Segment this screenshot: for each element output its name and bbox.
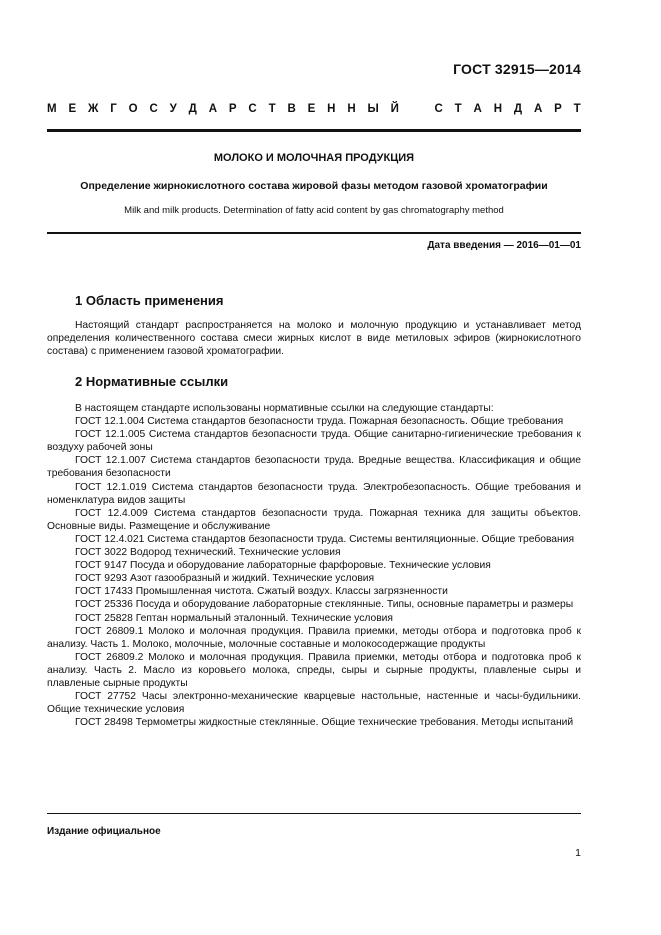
- banner-letter: Ж: [87, 103, 99, 115]
- banner-letter: Н: [327, 103, 336, 115]
- banner-letter: Ы: [367, 103, 379, 115]
- banner-letter: А: [533, 103, 543, 115]
- reference-item: ГОСТ 25828 Гептан нормальный эталонный. Технические условия: [75, 612, 393, 624]
- banner-letter: Й: [390, 103, 399, 115]
- reference-item: ГОСТ 9147 Посуда и оборудование лабораторные фарфоровые. Технические условия: [75, 560, 491, 572]
- banner-letter: С: [434, 103, 443, 115]
- banner-letter: Р: [228, 103, 237, 115]
- banner-letter: Е: [307, 103, 316, 115]
- normative-references-list: [47, 402, 581, 729]
- reference-item: ГОСТ 28498 Термометры жидкостные стеклянные. Общие технические требования. Методы испытаний: [75, 717, 574, 729]
- reference-item: ГОСТ 12.1.019 Система стандартов безопасности труда. Электробезопасность. Общие требования и номенклатура видов защиты: [47, 481, 581, 506]
- banner-letter: М: [47, 103, 57, 115]
- banner-letter: С: [149, 103, 158, 115]
- banner-letter: Н: [493, 103, 503, 115]
- introduction-date: Дата введения — 2016—01—01: [427, 240, 581, 251]
- interstate-standard-banner: [47, 103, 581, 115]
- reference-item: ГОСТ 12.4.021 Система стандартов безопасности труда. Системы вентиляционные. Общие требования: [75, 533, 575, 545]
- paragraph: В настоящем стандарте использованы нормативные ссылки на следующие стандарты:: [75, 403, 494, 414]
- page-number: 1: [575, 847, 581, 859]
- document-subtitle: Определение жирнокислотного состава жировой фазы методом газовой хроматографии: [80, 180, 548, 192]
- reference-item: ГОСТ 12.1.004 Система стандартов безопасности труда. Пожарная безопасность. Общие требования: [75, 416, 564, 428]
- banner-letter: В: [287, 103, 296, 115]
- title-divider: [47, 232, 581, 234]
- banner-letter: А: [473, 103, 482, 115]
- reference-item: ГОСТ 12.4.009 Система стандартов безопасности труда. Пожарная техника для защиты объектов. Основные виды. Размещение и обслуживание: [47, 507, 581, 532]
- reference-item: ГОСТ 26809.1 Молоко и молочная продукция. Правила приемки, методы отбора и подготовка проб к анализу. Часть 1. Молоко, молочные, молочные составные и молокосодержащие продукты: [47, 625, 581, 650]
- banner-letter: Д: [188, 103, 197, 115]
- gost-code: ГОСТ 32915—2014: [453, 61, 581, 77]
- banner-letter: Т: [268, 103, 276, 115]
- banner-letter: Д: [513, 103, 523, 115]
- banner-letter: Г: [110, 103, 117, 115]
- paragraph: Настоящий стандарт распространяется на молоко и молочную продукцию и устанавливает метод определения количественного состава смеси жирных кислот в виде метиловых эфиров (жирнокислотного состава) с применением газовой хроматографии.: [47, 320, 581, 358]
- section-scope-text: [47, 319, 581, 358]
- reference-item: ГОСТ 27752 Часы электронно-механические кварцевые настольные, настенные и часы-будильники. Общие технические условия: [47, 691, 581, 716]
- banner-letter: Р: [554, 103, 562, 115]
- edition-label: Издание официальное: [47, 826, 161, 837]
- header-divider: [47, 129, 581, 132]
- reference-item: ГОСТ 12.1.007 Система стандартов безопасности труда. Вредные вещества. Классификация и общие требования безопасности: [47, 455, 581, 480]
- document-title-english: Milk and milk products. Determination of fatty acid content by gas chromatography method: [124, 205, 504, 216]
- reference-item: ГОСТ 12.1.005 Система стандартов безопасности труда. Общие санитарно-гигиенические требования к воздуху рабочей зоны: [47, 429, 581, 454]
- reference-item: ГОСТ 17433 Промышленная чистота. Сжатый воздух. Классы загрязненности: [75, 586, 448, 598]
- footer-divider: [47, 813, 581, 814]
- reference-item: ГОСТ 25336 Посуда и оборудование лабораторные стеклянные. Типы, основные параметры и размеры: [75, 599, 574, 611]
- section-heading-references: 2 Нормативные ссылки: [75, 374, 229, 389]
- banner-letter: Н: [347, 103, 356, 115]
- section-heading-scope: 1 Область применения: [75, 293, 224, 308]
- banner-letter: С: [248, 103, 257, 115]
- document-title: МОЛОКО И МОЛОЧНАЯ ПРОДУКЦИЯ: [213, 152, 415, 164]
- reference-item: ГОСТ 3022 Водород технический. Технические условия: [75, 547, 341, 559]
- banner-letter: У: [169, 103, 177, 115]
- reference-item: ГОСТ 26809.2 Молоко и молочная продукция. Правила приемки, методы отбора и подготовка проб к анализу. Часть 2. Масло из коровьего молока, спреды, сыры и сырные продукты, плавленые сыры и плавленые сырные продукты: [47, 651, 581, 689]
- banner-letter: Т: [573, 103, 581, 115]
- banner-letter: А: [208, 103, 218, 115]
- banner-letter: О: [128, 103, 138, 115]
- banner-letter: Е: [68, 103, 77, 115]
- banner-letter: Т: [454, 103, 462, 115]
- reference-item: ГОСТ 9293 Азот газообразный и жидкий. Технические условия: [75, 573, 375, 585]
